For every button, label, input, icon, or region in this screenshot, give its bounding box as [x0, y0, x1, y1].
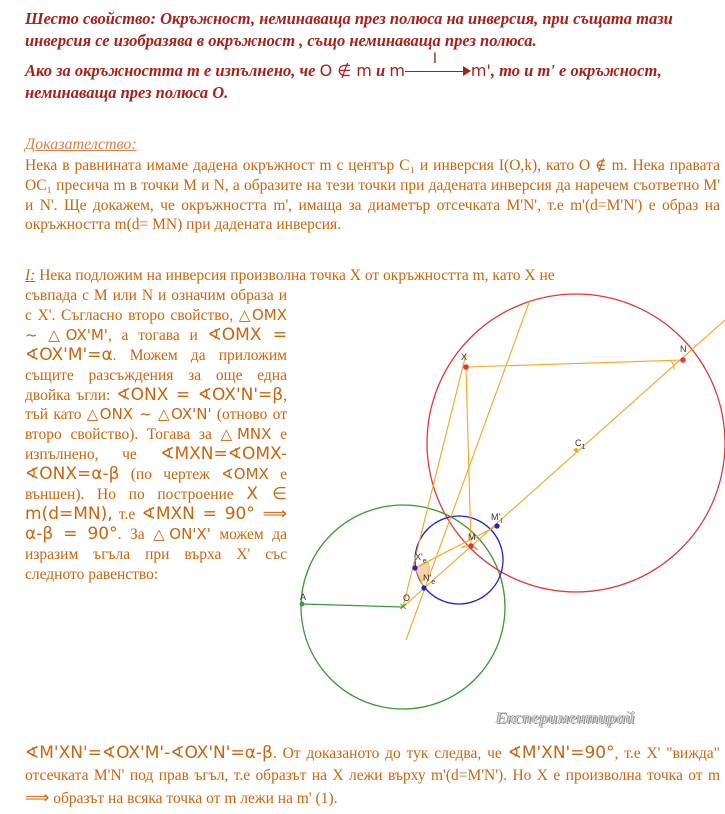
label-ne-main: N' — [423, 573, 432, 583]
part1-math-8: X ∈ m(d=MN), — [25, 484, 287, 524]
segment-xm — [466, 367, 471, 546]
label-a: A — [300, 592, 307, 602]
segment-xn — [466, 360, 683, 367]
label-m1-main: M' — [491, 512, 501, 522]
part1-text-2: , а тогава и — [107, 326, 208, 344]
label-x: X — [461, 352, 468, 362]
label-c1-main: C — [575, 438, 582, 448]
point-m — [468, 543, 474, 549]
part1-text-11: можем да изразим ъгъла при върха X' със следното равенство: — [25, 525, 287, 583]
implies-icon: ⟹ — [25, 788, 50, 808]
label-xe — [415, 552, 427, 565]
part1-math-4: △ONX ~ △OX'N' — [86, 405, 212, 424]
part1-math-7: ∢OMX — [221, 465, 269, 484]
line-ox — [403, 354, 466, 607]
part1-text-6: е изпълнено, че — [25, 426, 287, 464]
point-xe — [412, 565, 417, 570]
inversion-arrow-label: I — [432, 51, 438, 67]
part1-math-3: ∢ONX = ∢OX'N'=β — [116, 384, 284, 405]
point-o: ✕ — [399, 602, 408, 613]
part1-text-4: , тъй като — [25, 386, 287, 424]
label-o: O — [403, 593, 411, 603]
watermark-logo: Експериментирай — [496, 708, 635, 727]
statement-math-o-not-in-m: O ∉ m — [319, 61, 372, 80]
property-statement — [25, 51, 720, 104]
part1-math-10: △ON'X' — [153, 524, 211, 543]
part1-math-5: △MNX — [220, 425, 272, 444]
line-oc1 — [403, 320, 725, 607]
point-a — [300, 602, 305, 607]
part1-side-paragraph — [25, 286, 287, 585]
conclusion-text-1: . От доказаното до тук следва, че — [272, 745, 508, 762]
label-c1-sub: 1 — [581, 444, 586, 451]
statement-part3: , то и m' е окръжност, неминаваща през полюса O. — [25, 61, 662, 102]
conclusion-paragraph — [25, 742, 720, 810]
part1-math-1: △OMX ~ △OX'M' — [25, 305, 287, 344]
conclusion-math-2: ∢M'XN'=90° — [507, 743, 615, 763]
conclusion-text-3: образът на всяка точка от m лежи на m' (1). — [49, 790, 338, 807]
part1-text-7: (по чертеж — [119, 466, 222, 484]
label-xe-main: X' — [415, 552, 423, 562]
label-m1-sub: I — [500, 518, 503, 525]
point-ne — [421, 585, 426, 590]
statement-part2: и — [371, 61, 390, 80]
part1-math-6: ∢MXN=∢OMX-∢ONX=α-β — [25, 444, 287, 485]
part1-text-9: т.е — [112, 505, 142, 523]
inversion-arrow-icon — [405, 51, 471, 78]
part1-text-8: е външен). Но по построение — [25, 466, 287, 504]
segment-oa — [302, 604, 403, 607]
conclusion-math-1: ∢M'XN'=∢OX'M'-∢OX'N'=α-β — [25, 743, 273, 763]
proof-heading: Доказателство: — [25, 136, 137, 153]
geometry-diagram — [290, 280, 725, 740]
part1-text-3: . Можем да приложим същите разсъждения за още една двойка ъгли: — [25, 346, 287, 404]
point-c1 — [574, 448, 578, 452]
proof-intro-paragraph: Нека в равнината имаме дадена окръжност m с център C₁ и инверсия I(O,k), като O ∉ m. Нека правата OC₁ пресича m в точки M и N, а образите на тези точки при дадената инверсия да наречем съответно M' и N'. Ще докажем, че окръжността m', имаща за диаметър отсечката M'N', т.е m'(d=M'N') е образ на окръжността m(d= MN) при дадената инверсия. — [25, 157, 720, 234]
statement-part1: Ако за окръжността m е изпълнено, че — [25, 61, 320, 80]
point-x — [463, 364, 469, 370]
part1-text-10: . За — [117, 525, 154, 543]
label-m: M — [468, 532, 476, 542]
statement-math-m-prime: m' — [470, 61, 491, 80]
part1-math-9: ∢MXN = 90° ⟹ α-β = 90° — [25, 503, 288, 544]
conclusion-text-2: , т.е X' "вижда" отсечката M'N' под прав ъгъл, т.е образът на X лежи върху m'(d=M'N'). Но X е произволна точка от m — [25, 745, 720, 784]
part1-first-text: Нека подложим на инверсия произволна точка X от окръжността m, като X не — [35, 267, 555, 284]
part1-text-5: (отново от второ свойство). Тогава за — [25, 406, 287, 444]
property-title: Шесто свойство: Окръжност, неминаваща през полюса на инверсия, при същата тази инверсия се изобразява в окръжност , също неминаваща през полюса. — [25, 9, 673, 50]
point-m1 — [494, 523, 499, 528]
part1-math-2: ∢OMX = ∢OX'M'=α — [25, 324, 287, 365]
label-xe-sub: e — [422, 558, 427, 565]
part1-label: I: — [25, 267, 36, 284]
label-n: N — [680, 344, 687, 354]
statement-math-m: m — [389, 61, 405, 80]
part1-text-1: съвпада с M или N и означим образа и с X'. Съгласно второ свойство, — [25, 287, 287, 324]
label-ne-sub: e — [431, 579, 436, 586]
point-n — [680, 357, 686, 363]
